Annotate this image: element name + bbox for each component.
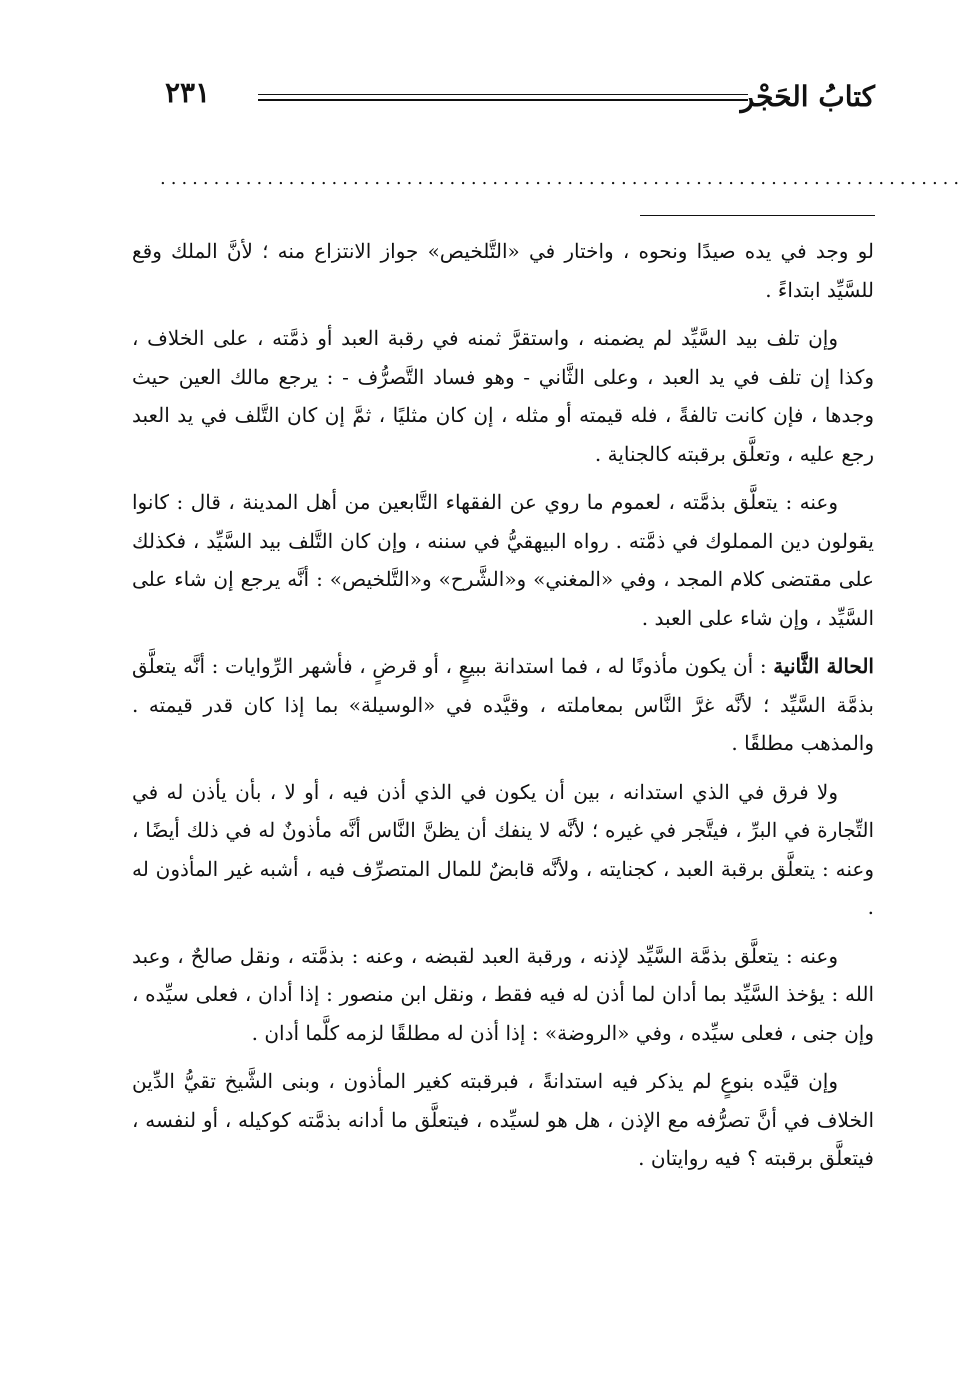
section-rule (640, 215, 875, 216)
chapter-title: كتابُ الحَجْر (740, 80, 875, 113)
paragraph (132, 937, 874, 1053)
body-text (132, 232, 874, 1188)
paragraph-text: وإن تلف بيد السَّيِّد لم يضمنه ، واستقرَّ ثمنه في رقبة العبد أو ذمَّته ، على الخلاف ، وكذا إن تلف في يد العبد ، وعلى الثَّاني - وهو فساد التَّصرُّف - : يرجع مالك العين حيث وجدها ، فإن كانت تالفةً ، فله قيمته أو مثله ، إن كان مثليًا ، ثمَّ إن كان التَّلف في يد العبد رجع عليه ، وتعلَّق برقبته كالجناية . (132, 326, 874, 466)
paragraph (132, 483, 874, 637)
page-number: ٢٣١ (165, 76, 211, 109)
paragraph (132, 1062, 874, 1178)
paragraph (132, 232, 874, 309)
paragraph-text: وإن قيَّده بنوعٍ لم يذكر فيه استدانةً ، فبرقبته كغير المأذون ، وبنى الشَّيخ تقيُّ الدِّين الخلاف في أنَّ تصرُّفه مع الإذن ، هل هو لسيِّده ، فيتعلَّق ما أدانه بذمَّته كوكيله ، أو لنفسه ، فيتعلَّق برقبته ؟ فيه روايتان . (132, 1069, 874, 1170)
paragraph-text: وعنه : يتعلَّق بذمَّته ، لعموم ما روي عن الفقهاء التَّابعين من أهل المدينة ، قال : كانوا يقولون دين المملوك في ذمَّته . رواه البيهقيُّ في سننه ، وإن كان التَّلف بيد السَّيِّد ، فكذلك على مقتضى كلام المجد ، وفي «المغني» و«الشَّرح» و«التَّلخيص» : أنَّه يرجع إن شاء على السَّيِّد ، وإن شاء على العبد . (132, 490, 874, 630)
omission-dots: ........................................................................... (160, 168, 964, 189)
paragraph-text: : أن يكون مأذونًا له ، فما استدانة ببيعٍ ، أو قرضٍ ، فأشهر الرِّوايات : أنَّه يتعلَّق بذمَّة السَّيِّد ؛ لأنَّه غرَّ النَّاس بمعاملته ، وقيَّده في «الوسيلة» بما إذا كان قدر قيمته . والمذهب مطلقًا . (132, 654, 874, 755)
paragraph-text: وعنه : يتعلَّق بذمَّة السَّيِّد لإذنه ، ورقبة العبد لقبضه ، وعنه : بذمَّته ، ونقل صالحٌ ، وعبد الله : يؤخذ السَّيِّد بما أدان لما أذن له فيه فقط ، ونقل ابن منصور : إذا أدان ، فعلى سيِّده ، وإن جنى ، فعلى سيِّده ، وفي «الروضة» : إذا أذن له مطلقًا لزمه كلَّما أدان . (132, 943, 874, 1045)
paragraph (132, 647, 874, 763)
section-heading: الحالة الثَّانية (773, 654, 874, 678)
paragraph (132, 319, 874, 473)
header-rule (258, 94, 748, 101)
paragraph-text: لو وجد في يده صيدًا ونحوه ، واختار في «التَّلخيص» جواز الانتزاع منه ؛ لأنَّ الملك وقع للسَّيِّد ابتداءً . (132, 239, 874, 302)
paragraph (132, 773, 874, 927)
paragraph-text: ولا فرق في الذي استدانه ، بين أن يكون في الذي أذن فيه ، أو لا ، بأن يأذن له في التِّجارة في البرِّ ، فيتَّجر في غيره ؛ لأنَّه لا ينفك أن يظنَّ النَّاس أنَّه مأذونٌ له في ذلك أيضًا ، وعنه : يتعلَّق برقبة العبد ، كجنايته ، ولأنَّه قابضٌ للمال المتصرِّف فيه ، أشبه غير المأذون له . (132, 779, 874, 919)
page-header (165, 72, 875, 122)
